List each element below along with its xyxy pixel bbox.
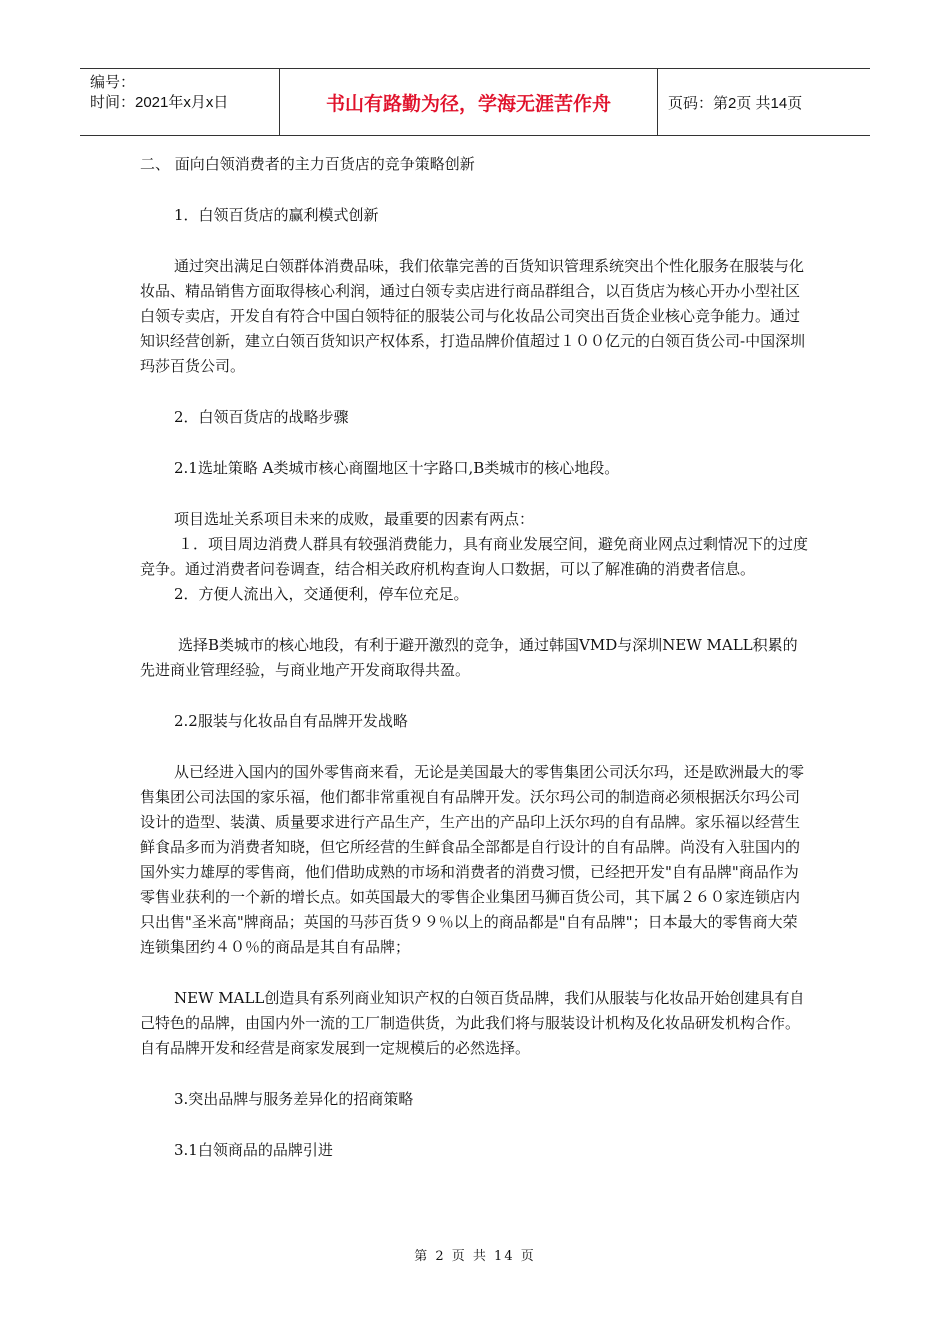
document-date-label: 时间：2021年x月x日 [90, 94, 229, 111]
paragraph: 从已经进入国内的国外零售商来看，无论是美国最大的零售集团公司沃尔玛，还是欧洲最大的零售集团公司法国的家乐福，他们都非常重视自有品牌开发。沃尔玛公司的制造商必须根据沃尔玛公司设计的造型、装潢、质量要求进行产品生产，生产出的产品印上沃尔玛的自有品牌。家乐福以经营生鲜食品多而为消费者知晓，但它所经营的生鲜食品全部都是自行设计的自有品牌。尚没有入驻国内的国外实力雄厚的零售商，他们借助成熟的市场和消费者的消费习惯，已经把开发"自有品牌"商品作为零售业获利的一个新的增长点。如英国最大的零售企业集团马狮百货公司，其下属２６０家连锁店内只出售"圣米高"牌商品；英国的马莎百货９９％以上的商品都是"自有品牌"；日本最大的零售商大荣连锁集团约４０％的商品是其自有品牌； [140, 763, 805, 956]
paragraph: 选择B类城市的核心地段，有利于避开激烈的竞争，通过韩国VMD与深圳NEW MALL积累的先进商业管理经验，与商业地产开发商取得共盈。 [140, 636, 798, 679]
paragraph: 通过突出满足白领群体消费品味，我们依靠完善的百货知识管理系统突出个性化服务在服装与化妆品、精品销售方面取得核心利润，通过白领专卖店进行商品群组合，以百货店为核心开办小型社区白领专卖店，开发自有符合中国白领特征的服装公司与化妆品公司突出百货企业核心竞争能力。通过知识经营创新，建立白领百货知识产权体系，打造品牌价值超过１００亿元的白领百货公司-中国深圳玛莎百货公司。 [140, 257, 806, 375]
paragraph: 3.1白领商品的品牌引进 [174, 1141, 333, 1159]
paragraph: 3.突出品牌与服务差异化的招商策略 [174, 1090, 414, 1108]
paragraph: 2.1选址策略 A类城市核心商圈地区十字路口,B类城市的核心地段。 [174, 459, 620, 477]
paragraph: NEW MALL创造具有系列商业知识产权的白领百货品牌，我们从服装与化妆品开始创建具有自己特色的品牌，由国内外一流的工厂制造供货，为此我们将与服装设计机构及化妆品研发机构合作。自有品牌开发和经营是商家发展到一定规模后的必然选择。 [140, 989, 805, 1057]
paragraph: 二、 面向白领消费者的主力百货店的竞争策略创新 [140, 155, 475, 173]
paragraph: 项目选址关系项目未来的成败，最重要的因素有两点： [174, 510, 535, 528]
header-motto: 书山有路勤为径，学海无涯苦作舟 [280, 69, 658, 135]
paragraph: 2.2服装与化妆品自有品牌开发战略 [174, 712, 408, 730]
paragraph: 1．白领百货店的赢利模式创新 [174, 206, 379, 224]
paragraph: 2．方便人流出入，交通便利，停车位充足。 [174, 585, 469, 603]
header-meta [80, 69, 280, 135]
page-footer: 第 2 页 共 14 页 [414, 1249, 536, 1264]
page-header [80, 68, 870, 136]
document-number-label: 编号： [90, 74, 136, 91]
paragraph: １．项目周边消费人群具有较强消费能力，具有商业发展空间，避免商业网点过剩情况下的过度竞争。通过消费者问卷调查，结合相关政府机构查询人口数据，可以了解准确的消费者信息。 [140, 535, 809, 578]
document-body [140, 152, 810, 1163]
paragraph: 2．白领百货店的战略步骤 [174, 408, 349, 426]
header-page-info: 页码：第2页 共14页 [668, 94, 803, 112]
